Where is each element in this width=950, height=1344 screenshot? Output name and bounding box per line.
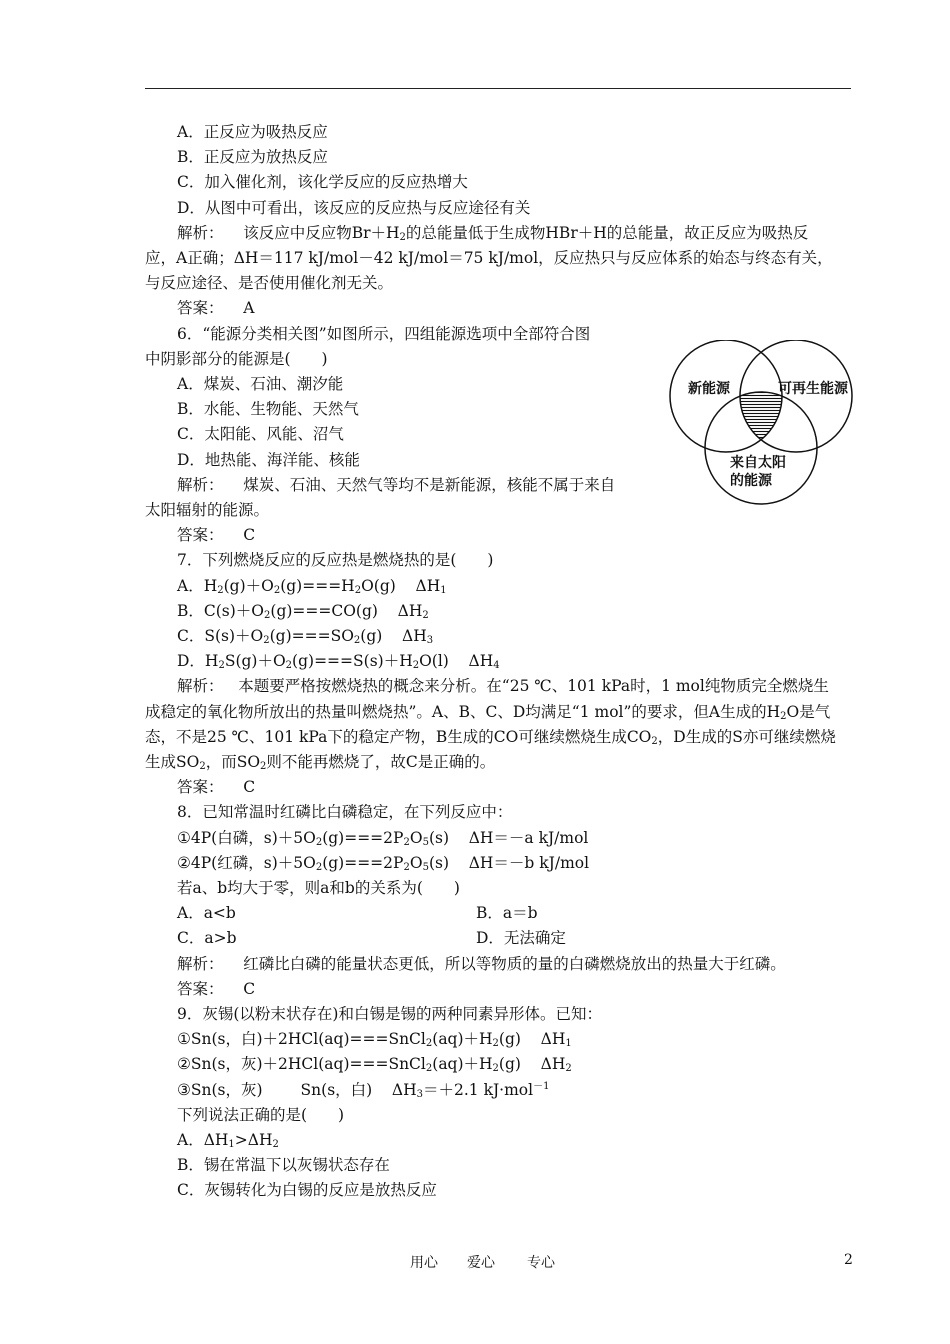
subscript: 2 <box>354 584 362 596</box>
subscript: 2 <box>315 836 323 848</box>
option-line-right <box>476 928 566 948</box>
text-run: C．a>b <box>177 929 237 948</box>
subscript: 2 <box>315 861 323 873</box>
text-run: 9．灰锡(以粉末状存在)和白锡是锡的两种同素异形体。已知： <box>177 1005 602 1023</box>
subscript: 2 <box>263 635 270 646</box>
text-run: (g)===SO <box>269 627 354 645</box>
text-run: 则不能再燃烧了，故C是正确的。 <box>266 753 496 771</box>
text-line <box>145 752 495 772</box>
text-run: 生成SO <box>145 753 200 771</box>
text-line <box>177 1029 572 1049</box>
text-line <box>177 1004 602 1024</box>
text-run: (aq)＋H <box>432 1030 493 1049</box>
subscript: 2 <box>273 584 281 596</box>
text-line <box>177 475 615 495</box>
text-run: A．a<b <box>177 904 236 923</box>
text-run: (g)＋O <box>223 576 274 595</box>
text-run: (s) ΔH＝－a kJ/mol <box>428 828 589 847</box>
text-line <box>177 626 433 646</box>
text-run: 太阳辐射的能源。 <box>145 501 270 519</box>
text-run: C．S(s)＋O <box>177 627 264 645</box>
energy-venn-diagram <box>662 340 872 510</box>
text-run: A．ΔH <box>177 1131 229 1149</box>
subscript: 2 <box>565 1063 572 1075</box>
text-line <box>145 500 269 520</box>
footer-text-1: 用心 <box>410 1255 438 1271</box>
text-run: >ΔH <box>234 1131 273 1149</box>
text-run: (g) ΔH <box>498 1030 566 1049</box>
subscript: 1 <box>440 584 447 596</box>
text-run: (g)===CO(g) ΔH <box>270 601 423 620</box>
text-run: ①4P(白磷，s)＋5O <box>177 828 316 847</box>
text-line <box>177 1080 549 1100</box>
text-run: B．水能、生物能、天然气 <box>177 400 359 419</box>
text-run: (g)===2P <box>322 828 404 847</box>
subscript: 3 <box>416 1088 423 1100</box>
text-line <box>177 651 500 671</box>
venn-label-solar-1: 来自太阳 <box>730 455 786 471</box>
footer-text-2: 爱心 <box>467 1255 495 1271</box>
text-run: C．加入催化剂，该化学反应的反应热增大 <box>177 173 468 192</box>
subscript: 2 <box>403 836 410 848</box>
text-run: 解析： 该反应中反应物Br＋H <box>177 223 400 242</box>
text-run: ②Sn(s，灰)＋2HCl(aq)===SnCl <box>177 1055 426 1074</box>
text-line <box>177 424 344 444</box>
subscript: 2 <box>412 660 420 672</box>
subscript: 2 <box>285 660 293 672</box>
text-line <box>177 1105 344 1125</box>
text-run: O(l) ΔH <box>419 652 494 671</box>
subscript: 2 <box>199 761 206 772</box>
text-run: C．太阳能、风能、沼气 <box>177 425 344 444</box>
text-run: 解析： 红磷比白磷的能量状态更低，所以等物质的量的白磷燃烧放出的热量大于红磷。 <box>177 954 786 973</box>
text-line <box>177 802 512 822</box>
text-line <box>177 878 460 898</box>
text-run: (g)===S(s)＋H <box>292 652 413 671</box>
text-line <box>145 727 836 747</box>
text-run: (g)===H <box>280 576 355 595</box>
text-run: C．灰锡转化为白锡的反应是放热反应 <box>177 1181 437 1200</box>
text-line <box>177 223 808 243</box>
subscript: 2 <box>422 609 429 621</box>
text-run: 的总能量低于生成物HBr＋H的总能量，故正反应为吸热反 <box>405 223 809 242</box>
subscript: 2 <box>492 1038 499 1050</box>
text-run: ，而SO <box>205 753 261 771</box>
text-line <box>145 273 393 293</box>
text-run: 答案： C <box>177 526 256 545</box>
page-number: 2 <box>844 1252 853 1268</box>
subscript: 1 <box>228 1139 235 1150</box>
text-run: 答案： C <box>177 778 256 797</box>
text-run: 若a、b均大于零，则a和b的关系为( ) <box>177 879 460 897</box>
text-run: ②4P(红磷，s)＋5O <box>177 853 316 872</box>
text-run: A．正反应为吸热反应 <box>177 123 328 141</box>
text-line <box>177 374 343 394</box>
subscript: 2 <box>218 660 225 672</box>
subscript: 2 <box>492 1063 499 1075</box>
text-run: 6．“能源分类相关图”如图所示，四组能源选项中全部符合图 <box>177 324 591 343</box>
subscript: 2 <box>353 635 361 646</box>
text-line <box>177 828 588 848</box>
text-line <box>177 399 359 419</box>
subscript: 5 <box>422 861 429 873</box>
text-run: D．从图中可看出，该反应的反应热与反应途径有关 <box>177 198 531 217</box>
text-line <box>145 349 328 369</box>
text-run: B．C(s)＋O <box>177 601 265 620</box>
text-run: 应，A正确；ΔH＝117 kJ/mol－42 kJ/mol＝75 kJ/mol，反应热只与反应体系的始态与终态有关， <box>145 249 833 267</box>
text-run: 成稳定的氧化物所放出的热量叫燃烧热”。A、B、C、D均满足“1 mol”的要求，但A生成的H <box>145 702 781 721</box>
text-line <box>145 248 833 268</box>
text-run: ＝＋2.1 kJ·mol <box>423 1080 534 1099</box>
subscript: 2 <box>651 735 658 747</box>
text-line <box>177 1054 572 1074</box>
subscript: 2 <box>260 761 267 772</box>
text-line <box>177 198 530 218</box>
text-line <box>177 147 328 167</box>
venn-label-renewable: 可再生能源 <box>778 381 848 397</box>
text-run: (g) ΔH <box>360 627 427 645</box>
text-run: ，D生成的S亦可继续燃烧 <box>657 727 836 746</box>
text-run: O是气 <box>786 702 831 721</box>
subscript: 2 <box>272 1139 279 1150</box>
text-line <box>177 576 447 596</box>
option-line-right <box>476 903 538 923</box>
text-run: O <box>409 853 423 872</box>
text-line <box>177 122 328 142</box>
text-run: (g)===2P <box>322 853 404 872</box>
text-line <box>145 702 830 722</box>
text-line <box>177 1155 390 1175</box>
text-line <box>177 601 429 621</box>
text-line <box>177 298 254 318</box>
subscript: 3 <box>426 635 434 646</box>
text-run: B．a＝b <box>476 904 538 923</box>
venn-label-new-energy: 新能源 <box>688 381 730 397</box>
text-run: 中阴影部分的能源是( ) <box>145 349 328 368</box>
text-run: S(g)＋O <box>224 652 286 671</box>
text-run: 态，不是25 ℃、101 kPa下的稳定产物，B生成的CO可继续燃烧生成CO <box>145 727 652 746</box>
text-run: 与反应途径、是否使用催化剂无关。 <box>145 274 394 293</box>
text-run: B．锡在常温下以灰锡状态存在 <box>177 1156 390 1175</box>
text-run: Sn(s，白) ΔH <box>300 1080 417 1099</box>
subscript: 2 <box>217 584 224 596</box>
text-run: D．地热能、海洋能、核能 <box>177 450 360 469</box>
text-run: ③Sn(s，灰) <box>177 1080 263 1099</box>
text-line <box>177 1130 279 1150</box>
subscript: 2 <box>425 1063 433 1075</box>
text-run: B．正反应为放热反应 <box>177 148 328 167</box>
text-run: O <box>409 828 423 847</box>
text-run: 解析： 本题要严格按燃烧热的概念来分析。在“25 ℃、101 kPa时，1 mol纯物质完全燃烧生 <box>177 677 829 696</box>
subscript: 5 <box>422 836 429 848</box>
text-line <box>177 979 255 999</box>
text-run: D．H <box>177 652 219 671</box>
text-run: (aq)＋H <box>432 1055 493 1074</box>
text-line <box>177 853 589 873</box>
text-line <box>177 525 255 545</box>
subscript: 2 <box>264 609 271 621</box>
text-run: 7．下列燃烧反应的反应热是燃烧热的是( ) <box>177 551 494 570</box>
subscript: 2 <box>403 861 410 873</box>
subscript: 2 <box>425 1038 433 1050</box>
text-line <box>177 324 590 344</box>
text-run: ①Sn(s，白)＋2HCl(aq)===SnCl <box>177 1030 426 1049</box>
text-run: (s) ΔH＝－b kJ/mol <box>428 853 590 872</box>
text-run: 8．已知常温时红磷比白磷稳定，在下列反应中： <box>177 803 513 822</box>
text-line <box>177 450 360 470</box>
text-run: O(g) ΔH <box>361 576 441 595</box>
text-line <box>177 777 255 797</box>
venn-label-solar-2: 的能源 <box>730 473 772 489</box>
text-run: (g) ΔH <box>498 1055 566 1074</box>
text-line <box>177 1180 437 1200</box>
text-line <box>177 954 786 974</box>
text-run: 答案： C <box>177 979 256 998</box>
subscript: 2 <box>399 231 406 243</box>
text-line <box>177 172 468 192</box>
footer-text-3: 专心 <box>527 1255 555 1271</box>
text-run: 解析： 煤炭、石油、天然气等均不是新能源，核能不属于来自 <box>177 475 616 494</box>
text-run: 下列说法正确的是( ) <box>177 1105 345 1124</box>
text-run: A．H <box>177 576 218 595</box>
superscript: －1 <box>533 1080 550 1092</box>
text-line <box>177 928 237 948</box>
header-rule <box>145 88 851 89</box>
subscript: 1 <box>565 1038 572 1050</box>
text-line <box>177 903 236 923</box>
subscript: 2 <box>780 710 787 722</box>
subscript: 4 <box>493 660 500 672</box>
text-run: 答案： A <box>177 299 255 318</box>
text-line <box>177 676 829 696</box>
text-run: A．煤炭、石油、潮汐能 <box>177 375 344 393</box>
text-line <box>177 550 493 570</box>
text-run: D．无法确定 <box>476 929 566 948</box>
